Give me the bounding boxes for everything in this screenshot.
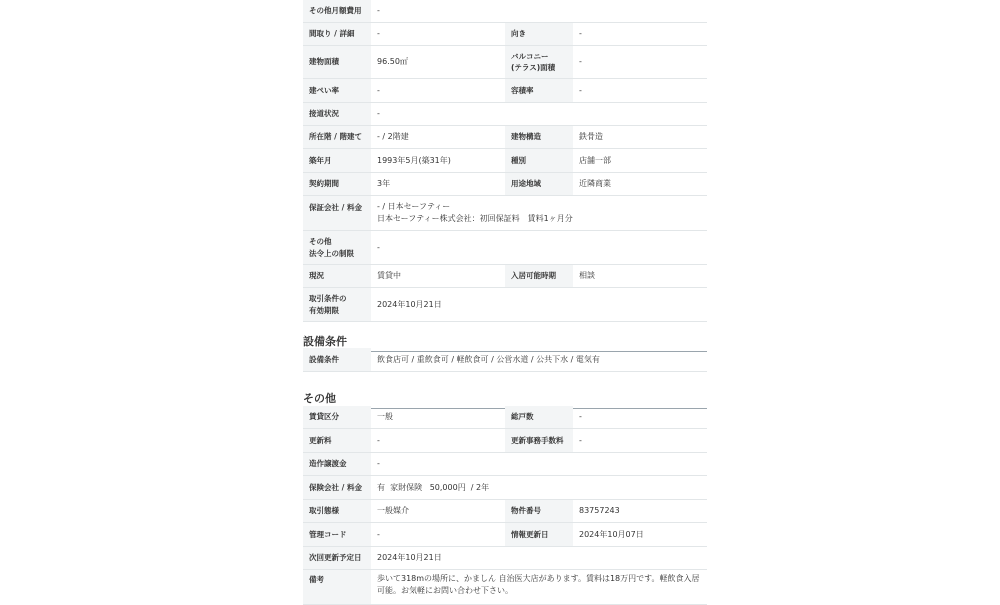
table-row bbox=[303, 79, 707, 103]
row-value: 店舗一部 bbox=[579, 155, 611, 165]
row-value: 2024年10月21日 bbox=[377, 299, 442, 309]
table-row bbox=[303, 265, 707, 288]
row-label: 容積率 bbox=[505, 79, 573, 102]
table-row bbox=[303, 429, 707, 453]
row-label: 契約期間 bbox=[303, 173, 371, 195]
row-label: 取引条件の 有効期限 bbox=[303, 288, 371, 321]
row-label: 接道状況 bbox=[303, 103, 371, 125]
row-label: 備考 bbox=[303, 570, 371, 604]
table-row bbox=[303, 149, 707, 173]
row-label: バルコニー (テラス)面積 bbox=[505, 46, 573, 78]
row-value: - bbox=[377, 529, 380, 539]
row-value: - bbox=[377, 435, 380, 445]
property-detail-table bbox=[303, 0, 707, 322]
table-row bbox=[303, 196, 707, 231]
row-value: - bbox=[579, 57, 582, 66]
section-title-equipment: 設備条件 bbox=[303, 333, 707, 352]
table-row bbox=[303, 173, 707, 196]
row-label: その他月額費用 bbox=[303, 0, 371, 22]
row-label: 建物構造 bbox=[505, 126, 573, 148]
row-label: 種別 bbox=[505, 149, 573, 172]
row-value: - bbox=[377, 242, 380, 252]
row-label: 保険会社 / 料金 bbox=[303, 476, 371, 499]
table-row bbox=[303, 288, 707, 322]
row-label: 賃貸区分 bbox=[303, 406, 371, 428]
row-value: 飲食店可 / 重飲食可 / 軽飲食可 / 公営水道 / 公共下水 / 電気有 bbox=[377, 354, 600, 364]
row-label: 建物面積 bbox=[303, 46, 371, 78]
row-value: - bbox=[377, 459, 380, 468]
row-value: 歩いて318mの場所に、かましん 自治医大店があります。賃料は18万円です。軽飲食入居可能。お気軽にお問い合わせ下さい。 bbox=[377, 574, 700, 595]
row-value: 相談 bbox=[579, 271, 595, 280]
row-value: - bbox=[377, 6, 380, 15]
row-label: 管理コード bbox=[303, 523, 371, 546]
table-row bbox=[303, 453, 707, 476]
row-label: 間取り / 詳細 bbox=[303, 23, 371, 45]
row-value: 有 家財保険 50,000円 / 2年 bbox=[377, 482, 490, 492]
row-value: 83757243 bbox=[579, 506, 620, 515]
row-value: - bbox=[579, 435, 582, 445]
table-row bbox=[303, 476, 707, 500]
table-row bbox=[303, 348, 707, 372]
row-value: 一般 bbox=[377, 412, 393, 421]
row-value: 賃貸中 bbox=[377, 271, 401, 280]
row-label: 用途地域 bbox=[505, 173, 573, 195]
row-label: 現況 bbox=[303, 265, 371, 287]
row-value: 鉄骨造 bbox=[579, 132, 603, 141]
row-value: - bbox=[579, 29, 582, 38]
row-value: - bbox=[579, 85, 582, 95]
row-label: 物件番号 bbox=[505, 500, 573, 522]
table-row bbox=[303, 547, 707, 570]
row-label: 総戸数 bbox=[505, 406, 573, 428]
row-label: 入居可能時期 bbox=[505, 265, 573, 287]
row-value: 96.50㎡ bbox=[377, 57, 408, 66]
table-row bbox=[303, 0, 707, 23]
row-value: - bbox=[579, 412, 582, 421]
row-value: 2024年10月07日 bbox=[579, 529, 644, 539]
row-value: 3年 bbox=[377, 179, 391, 188]
row-label: その他 法令上の制限 bbox=[303, 231, 371, 264]
equipment-table bbox=[303, 348, 707, 372]
row-label: 次回更新予定日 bbox=[303, 547, 371, 569]
row-label: 所在階 / 階建て bbox=[303, 126, 371, 148]
table-row bbox=[303, 46, 707, 79]
row-label: 造作譲渡金 bbox=[303, 453, 371, 475]
table-row bbox=[303, 126, 707, 149]
row-value: - bbox=[377, 109, 380, 118]
row-label: 更新事務手数料 bbox=[505, 429, 573, 452]
row-value: - bbox=[377, 85, 380, 95]
row-value: 一般媒介 bbox=[377, 506, 409, 515]
row-value: 近隣商業 bbox=[579, 179, 611, 188]
row-label: 保証会社 / 料金 bbox=[303, 196, 371, 230]
table-row bbox=[303, 523, 707, 547]
table-row bbox=[303, 23, 707, 46]
row-value: - / 2階建 bbox=[377, 132, 409, 141]
row-value: 1993年5月(築31年) bbox=[377, 155, 451, 165]
row-value: - bbox=[377, 29, 380, 38]
row-label: 情報更新日 bbox=[505, 523, 573, 546]
row-value: - / 日本セーフティー 日本セーフティー株式会社：初回保証料 賃料1ヶ月分 bbox=[377, 202, 573, 223]
row-label: 建ぺい率 bbox=[303, 79, 371, 102]
table-row bbox=[303, 103, 707, 126]
row-label: 築年月 bbox=[303, 149, 371, 172]
row-label: 更新料 bbox=[303, 429, 371, 452]
section-title-other: その他 bbox=[303, 390, 707, 409]
row-label: 向き bbox=[505, 23, 573, 45]
table-row bbox=[303, 406, 707, 429]
other-table bbox=[303, 406, 707, 605]
row-label: 設備条件 bbox=[303, 348, 371, 371]
row-value: 2024年10月21日 bbox=[377, 553, 442, 562]
table-row bbox=[303, 500, 707, 523]
table-row bbox=[303, 231, 707, 265]
row-label: 取引態様 bbox=[303, 500, 371, 522]
